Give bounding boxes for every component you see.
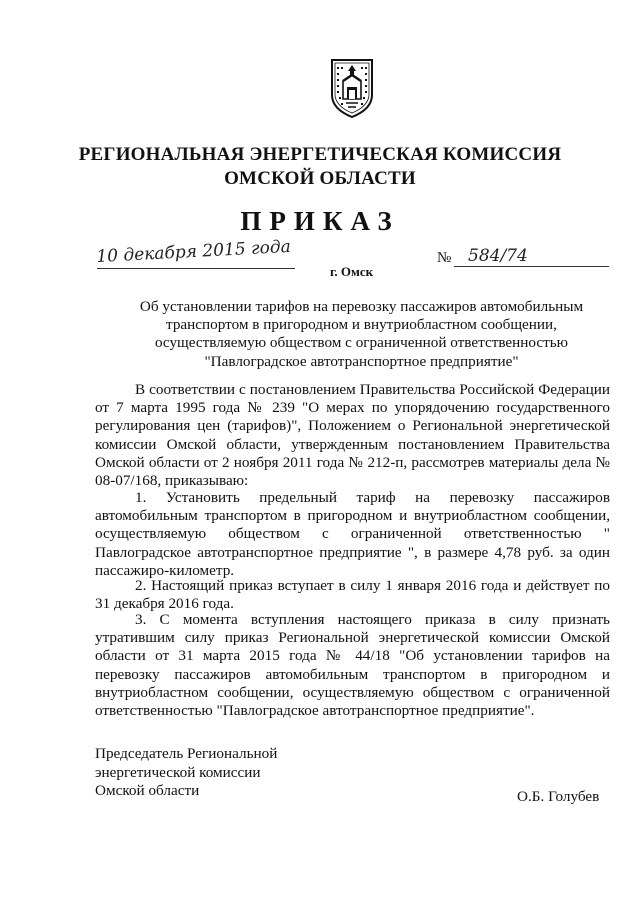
subject-line: транспортом в пригородном и внутриобластном сообщении, [166, 316, 557, 334]
signatory-position-line: Омской области [95, 782, 200, 800]
signatory-position [95, 745, 277, 801]
organization-name-line1: РЕГИОНАЛЬНАЯ ЭНЕРГЕТИЧЕСКАЯ КОМИССИЯ [78, 144, 562, 165]
subject-line: осуществляемую обществом с ограниченной ответственностью [154, 334, 569, 352]
order-item-1: 1. Установить предельный тариф на перевозку пассажиров автомобильным транспортом в пригородном и внутриобластном сообщении, осуществляемую обществом с ограниченной ответственностью " Павлоградское автотранспортное предприятие ", в размере 4,78 руб. за один пассажиро-километр. [95, 489, 610, 579]
intro-paragraph: В соответствии с постановлением Правительства Российской Федерации от 7 марта 1995 года № 239 "О мерах по упорядочению государственного регулирования цен (тарифов)", Положением о Региональной энергетической комиссии Омской области, утвержденным постановлением Правительства Омской области от 2 ноября 2011 года № 212-п, рассмотрев материалы дела № 08-07/168, приказываю: [95, 381, 610, 490]
city-label: г. Омск [330, 264, 374, 279]
date-underline [97, 268, 295, 269]
subject-line: "Павлоградское автотранспортное предприятие" [204, 352, 519, 370]
handwritten-date: 10 декабря 2015 года [95, 236, 292, 267]
coat-of-arms-icon [329, 57, 375, 119]
order-item-2: 2. Настоящий приказ вступает в силу 1 января 2016 года и действует по 31 декабря 2016 года. [95, 577, 610, 613]
signatory-position-line: энергетической комиссии [95, 763, 261, 781]
document-type-title: ПРИКАЗ [240, 206, 400, 236]
number-label: № [437, 250, 452, 266]
order-item-3: 3. С момента вступления настоящего приказа в силу признать утратившим силу приказ Региональной энергетической комиссии Омской области от 31 марта 2015 года № 44/18 "Об установлении тарифов на перевозку пассажиров автомобильным транспортом в пригородном и внутриобластном сообщении, осуществляемую обществом с ограниченной ответственностью "Павлоградское автотранспортное предприятие". [95, 611, 610, 720]
handwritten-number: 584/74 [468, 246, 528, 266]
signatory-position-line: Председатель Региональной [95, 745, 278, 762]
number-underline [454, 266, 609, 267]
subject-line: Об установлении тарифов на перевозку пассажиров автомобильным [139, 298, 584, 315]
document-subject [95, 298, 640, 371]
organization-name-line2: ОМСКОЙ ОБЛАСТИ [224, 168, 416, 189]
signatory-name: О.Б. Голубев [517, 788, 600, 805]
